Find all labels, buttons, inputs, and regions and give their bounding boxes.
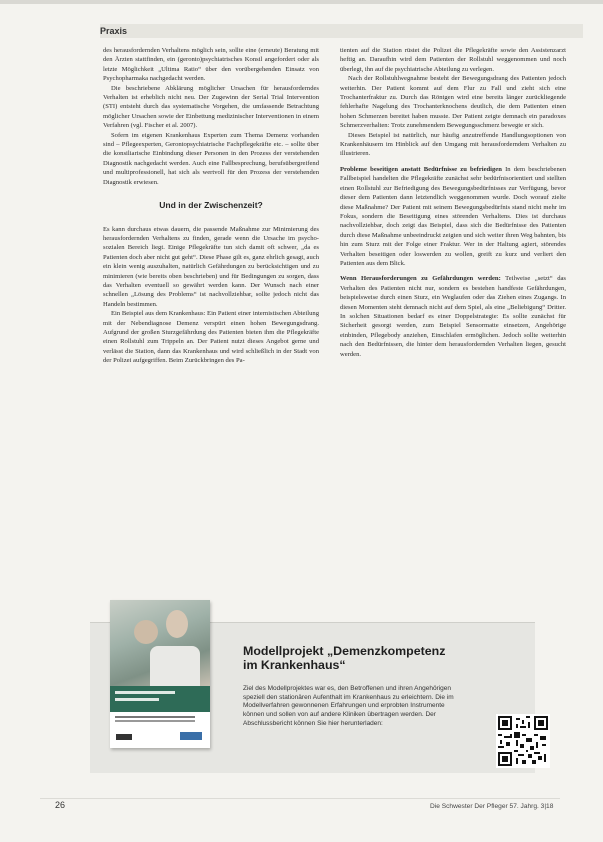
subheading: Und in der Zwischenzeit? [159,200,263,211]
section-label: Praxis [100,26,128,36]
right-paragraph-1: tienten auf die Station rüstet die Polizei die Pflegekräfte sowie den Assistenzarzt heftig an. Daraufhin wird dem Patienten der Rollstuhl weggenommen und noch überlegt, ihn auf die psychiatrische Abteilung zu verlegen. [340,47,566,73]
cover-title-band [110,686,210,712]
right-paragraph-5 [340,274,566,359]
left-paragraph-4: Es kann durchaus etwas dauern, die passende Maßnahme zur Minimierung des herausfordernden Verhaltens zu finden, gerade wenn die Ursache im psycho-sozialen Bereich liegt. Einige Pflegekräfte tun sich damit oft schwer, „da es Patienten doch aber nicht gut geht“. Diese Phase gilt es, ganz ehrlich gesagt, auch ein klein wenig auszuhalten, natürlich Gefährdungen zu berücksichtigen und zu minimieren (wie bereits oben beschrieben) und für Bedingungen zu sorgen, dass das Verhalten eventuell so gewährt werden kann. Der Wunsch nach einer schnellen „Lösung des Problems“ ist nachvollziehbar, sollte jedoch nicht das Handeln bestimmen. [103,225,319,308]
cover-photo [110,600,210,686]
paragraph-body-problems: In dem beschriebenen Fallbeispiel handelten die Pflegekräfte zunächst sehr bedürfnisorientiert und stellten einen Rollstuhl zur Befriedigung des Bewegungsbedürfnisses zur Verfügung, bevor dieser dem Patienten dann letztendlich weggenommen wurde. Doch worauf zielte diese Maßnahme? Der Patient mit seinem Bewegungsbedürfnis stand nicht mehr im Fokus, sondern die Beseitigung eines störenden Verhaltens. Dies ist durchaus nachvollziehbar, doch zeigt das Beispiel, dass sich die Bedürfnisse des Patienten durch diese Maßnahme unbeeindruckt zeigten und sich weiter ihren Weg bahnten, bis hin zum Sturz mit der Folge einer Fraktur. Wer in der Haltung agiert, störendes Verhalten beseitigen oder loswerden zu wollen, greift zu kurz und verliert den Patienten aus dem Blick. [340,165,566,267]
qr-code-graphic [498,716,548,766]
publisher-logo [116,734,132,740]
journal-reference: Die Schwester Der Pfleger 57. Jahrg. 3|18 [430,803,554,810]
right-paragraph-3: Dieses Beispiel ist natürlich, nur häufig anzutreffende Handlungsoptionen von Krankenhäusern im Hinblick auf den Umgang mit herausforderndem Verhalten zu illustrieren. [340,131,566,158]
scan-edge [0,0,603,4]
right-paragraph-2: Nach der Rollstuhlwegnahme besteht der Bewegungsdrang des Patienten jedoch weiterhin. Der Patient kommt auf dem Flur zu Fall und zieht sich eine Trochanterfraktur zu. Durch das Röntgen wird eine bereits länger zurückliegende fehlerhafte Nagelung des Trochanterknochens deutlich, die dem Patienten einen hohen Schmerzen bereitet haben musste. Der Patient zeigte demnach ein paradoxes Schmerzverhalten: Trotz zunehmendem Bewegungsschmerz bewegte er sich. [340,75,566,130]
header-band [100,24,583,38]
left-column [103,46,319,366]
partner-logo [180,732,202,740]
promo-text: Ziel des Modellprojektes war es, den Betroffenen und ihren Angehörigen speziell den stationären Aufenthalt im Krankenhaus zu erleichtern. Die im Modellverfahren gewonnenen Erfahrungen und erprobten Instrumente können und sollen von auf andere Kliniken übertragen werden. Der Abschlussbericht können Sie hier herunterladen: [243,685,454,727]
paragraph-body-hazards: Teilweise „setzt“ das Verhalten des Patienten nicht nur, sondern es bestehen handfeste Gefährdungen, beispielsweise durch einen Sturz, ein Weglaufen oder das Ziehen eines Zugangs. In diesen Momenten steht demnach nicht auf dem Spiel, als eine „Beliebigung“ Dritter. In solchen Situationen bedarf es einer Doppelstrategie: Es sollte zunächst für Sicherheit gesorgt werden, zum Beispiel Sensormatte einsetzen, Angehörige einbinden, Pflegebody anziehen, Einschlafen ermöglichen. Jedoch sollte weiterhin nach den Bedürfnissen, die hinter dem herausfordernden Verhalten liegen, gesucht werden. [340,275,566,358]
paragraph-lead-hazards: Wenn Herausforderungen zu Gefährdungen werden: [340,275,501,283]
right-paragraph-4 [340,165,566,268]
report-cover-image [110,600,210,748]
promo-title: Modellprojekt „Demenzkompetenz im Krankenhaus“ [243,644,446,672]
page-number: 26 [55,800,66,810]
footer-divider [40,798,560,799]
left-paragraph-5: Ein Beispiel aus dem Krankenhaus: Ein Patient einer internistischen Abteilung mit der Nebendiagnose Demenz verspürt einen hohen Bewegungsdrang. Aufgrund der großen Sturzgefährdung des Patienten bieten ihm die Pflegekräfte einen Rollstuhl zum Trippeln an. Der Patient nutzt dieses Angebot gerne und verlässt die Station, dann das Krankenhaus und wird schließlich in der Stadt von der Polizei aufgegriffen. Beim Zurückbringen des Pa- [103,310,319,365]
paragraph-lead-problems: Probleme beseitigen anstatt Bedürfnisse zu befriedigen [340,165,502,173]
right-column [340,46,566,359]
qr-code-icon[interactable] [496,714,550,768]
left-paragraph-1: des herausfordernden Verhaltens möglich sein, sollte eine (erneute) Beratung mit den Ärzten stattfinden, ein (geronto)psychiatrisches Konsil angefordert oder als letzte Möglichkeit „Ultima Ratio“ über den vorübergehenden Einsatz von Psychopharmaka nachgedacht werden. [103,47,319,83]
left-paragraph-3: Sofern im eigenen Krankenhaus Experten zum Thema Demenz vorhanden sind – Pflegeexperten, Gerontopsychiatrische Fachpflegekräfte etc. – sollte über die konsiliarische Einbindung dieser Personen in den Prozess der verstehenden Diagnostik nachgedacht werden. Auch eine Fallbesprechung, berufsübergreifend und multiprofessionell, hat sich als wertvoll für den Prozess der verstehenden Diagnostik erwiesen. [103,131,319,186]
left-paragraph-2: Die beschriebene Abklärung möglicher Ursachen für herausforderndes Verhalten ist erheblich nicht neu. Der Zugewinn der Serial Trial Intervention (STI) entsteht durch das systematische Vorgehen, die umfassende Betrachtung möglicher Ursachen sowie der Einbettung medizinischer Interventionen in einem Verfahren (vgl. Fischer et al. 2007). [103,84,319,130]
